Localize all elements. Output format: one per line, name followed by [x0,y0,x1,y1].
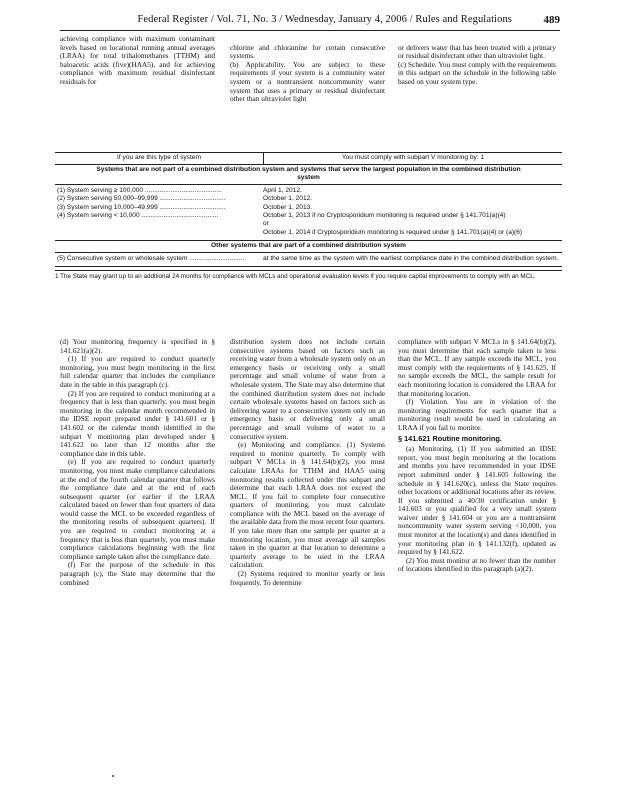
top-column-middle [230,35,385,112]
schedule-table [55,152,562,281]
table-header-row [55,152,562,165]
paragraph: or delivers water that has been treated with a primary or residual disinfectant other than ultraviolet light. (c) Schedule. You must comply with the requirements in this subpart on the schedule in the following table based on your system type. [398,42,556,86]
running-title: Federal Register / Vol. 71, No. 3 / Wednesday, January 4, 2006 / Rules and Regulations [137,14,512,25]
page-number: 489 [543,14,560,26]
table-row [55,195,562,203]
table-row [55,255,562,263]
group2-rows [55,253,562,267]
table-row [55,212,562,220]
paragraph: (2) If you are required to conduct monitoring at a frequency that is less than quarterly, you must begin monitoring in the calendar month recommended in the IDSE report prepared under § 141.601 or § 141.602 or the calendar month identified in the subpart V monitoring plan developed under § 141.622 no later than 12 months after the compliance date in this table. [60,388,215,458]
header-rule [60,30,560,31]
top-column-right [398,35,556,95]
paragraph: (e) If you are required to conduct quarterly monitoring, you must make compliance calculations at the end of the fourth calendar quarter that follows the compliance date and at the end of each subsequent quarter (or earlier if the LRAA calculated based on fewer than four quarters of data would cause the MCL to be exceeded regardless of the monitoring results of subsequent quarters). If you are required to conduct monitoring at a frequency that is less than quarterly, you must make compliance calculations beginning with the first compliance sample taken after the compliance date. [60,457,215,561]
table-footnote: 1 The State may grant up to an additional 24 months for compliance with MCLs and operational evaluation levels if you require capital improvements to comply with an MCL. [55,270,562,281]
bottom-column-left [60,338,215,587]
system-cell: (2) System serving 50,000–99,999 .................................... [57,195,226,203]
paragraph: (a) Monitoring. (1) If you submitted an IDSE report, you must begin monitoring at the locations and months you have recommended in your IDSE report submitted under § 141.605 following the schedule in § 141.620(c), unless the State requires other locations or additional locations after its review. If you submitted a 40/30 certification under § 141.603 or you qualified for a very small system waiver under § 141.604 or you are a nontransient noncommunity water system serving <10,000, you must monitor at the location(s) and dates identified in your monitoring plan in § 141.132(f), updated as required by § 141.622. [398,444,556,557]
section-heading: § 141.621 Routine monitoring. [398,433,502,443]
paragraph: compliance with subpart V MCLs in § 141.64(b)(2), you must determine that each sample taken is less than the MCL. If any sample exceeds the MCL, you must comply with the requirements of § 141.625. If no sample exceeds the MCL, the sample result for each monitoring location is considered the LRAA for that monitoring location. [398,337,556,398]
paragraph: (1) If you are required to conduct quarterly monitoring, you must begin monitoring in the first full calendar quarter that includes the compliance date in the table in this paragraph (c). [60,354,215,389]
paragraph: (2) You must monitor at no fewer than the number of locations identified in this paragraph (a)(2). [398,555,556,574]
date-cell: October 1, 2012. [263,195,313,203]
group-title-combined: Other systems that are part of a combined distribution system [55,241,562,252]
paragraph: (f) For the purpose of the schedule in this paragraph (c), the State may determine that the combined [60,560,215,587]
system-cell: (5) Consecutive system or wholesale system .............................. [57,254,245,262]
table-row [55,229,562,237]
table-row [55,187,562,195]
group-title-noncombined: Systems that are not part of a combined distribution system and systems that serve the largest population in the combined distribution system [55,165,562,185]
paragraph: (e) Monitoring and compliance. (1) Systems required to monitor quarterly. To comply with subpart V MCLs in § 141.64(b)(2), you must calculate LRAAs for TTHM and HAA5 using monitoring results collected under this subpart and determine that each LRAA does not exceed the MCL. If you fail to complete four consecutive quarters of monitoring, you must calculate compliance with the MCL based on the average of the available data from the most recent four quarters. If you take more than one sample per quarter at a monitoring location, you must average all samples taken in the quarter at that location to determine a quarterly average to be used in the LRAA calculation. [230,440,385,570]
paragraph: (f) Violation. You are in violation of the monitoring requirements for each quarter that a monitoring result would be used in calculating an LRAA if you fail to monitor. [398,397,556,432]
col-header-compliance-date: You must comply with subpart V monitoring by: 1 [341,154,485,161]
paragraph: (2) Systems required to monitor yearly or less frequently. To determine [230,569,385,587]
date-cell: at the same time as the system with the earliest compliance date in the combined distribution system. [263,254,559,262]
date-cell: October 1, 2014 if Cryptosporidium monitoring is required under § 141.701(a)(4) or (a)(6) [263,228,523,236]
system-cell: (3) System serving 10,000–49,999 .................................... [57,203,226,211]
scan-mark [112,775,114,777]
bottom-column-middle [230,338,385,587]
paragraph: distribution system does not include certain consecutive systems based on factors such as receiving water from a wholesale system only on an emergency basis or receiving only a small percentage and small volume of water from a wholesale system. The State may also determine that the combined distribution system does not include certain wholesale systems based on factors such as delivering water to a consecutive system only on an emergency basis or delivering only a small percentage and small volume of water to a consecutive system. [230,337,385,441]
date-cell: October 1, 2013 if no Cryptosporidium monitoring is required under § 141.701(a)(4) [263,212,506,220]
table-row [55,220,562,228]
paragraph: chlorine and chloramine for certain consecutive systems. (b) Applicability. You are subject to these requirements if your system is a community water system or a nontransient noncommunity water system that uses a primary or residual disinfectant other than ultraviolet light [230,42,385,104]
table-row [55,204,562,212]
paragraph: (d) Your monitoring frequency is specified in § 141.621(a)(2). [60,337,215,355]
system-cell: (4) System serving < 10,000 .......................................... [57,212,219,220]
bottom-column-right [398,338,556,574]
paragraph: achieving compliance with maximum contaminant levels based on locational running annual averages (LRAA) for total trihalomethanes (TTHM) and haloacetic acids (five)(HAA5), and for achieving compliance with maximum residual disinfectant residuals for [60,34,215,86]
running-header [60,14,560,28]
or-label: or [263,220,269,228]
top-column-left [60,35,215,87]
system-cell: (1) System serving ≥ 100,000 .......................................... [57,186,222,194]
group1-rows [55,185,562,241]
col-header-system-type: If you are this type of system [55,153,264,164]
date-cell: October 1, 2013. [263,203,313,211]
date-cell: April 1, 2012. [263,186,302,194]
